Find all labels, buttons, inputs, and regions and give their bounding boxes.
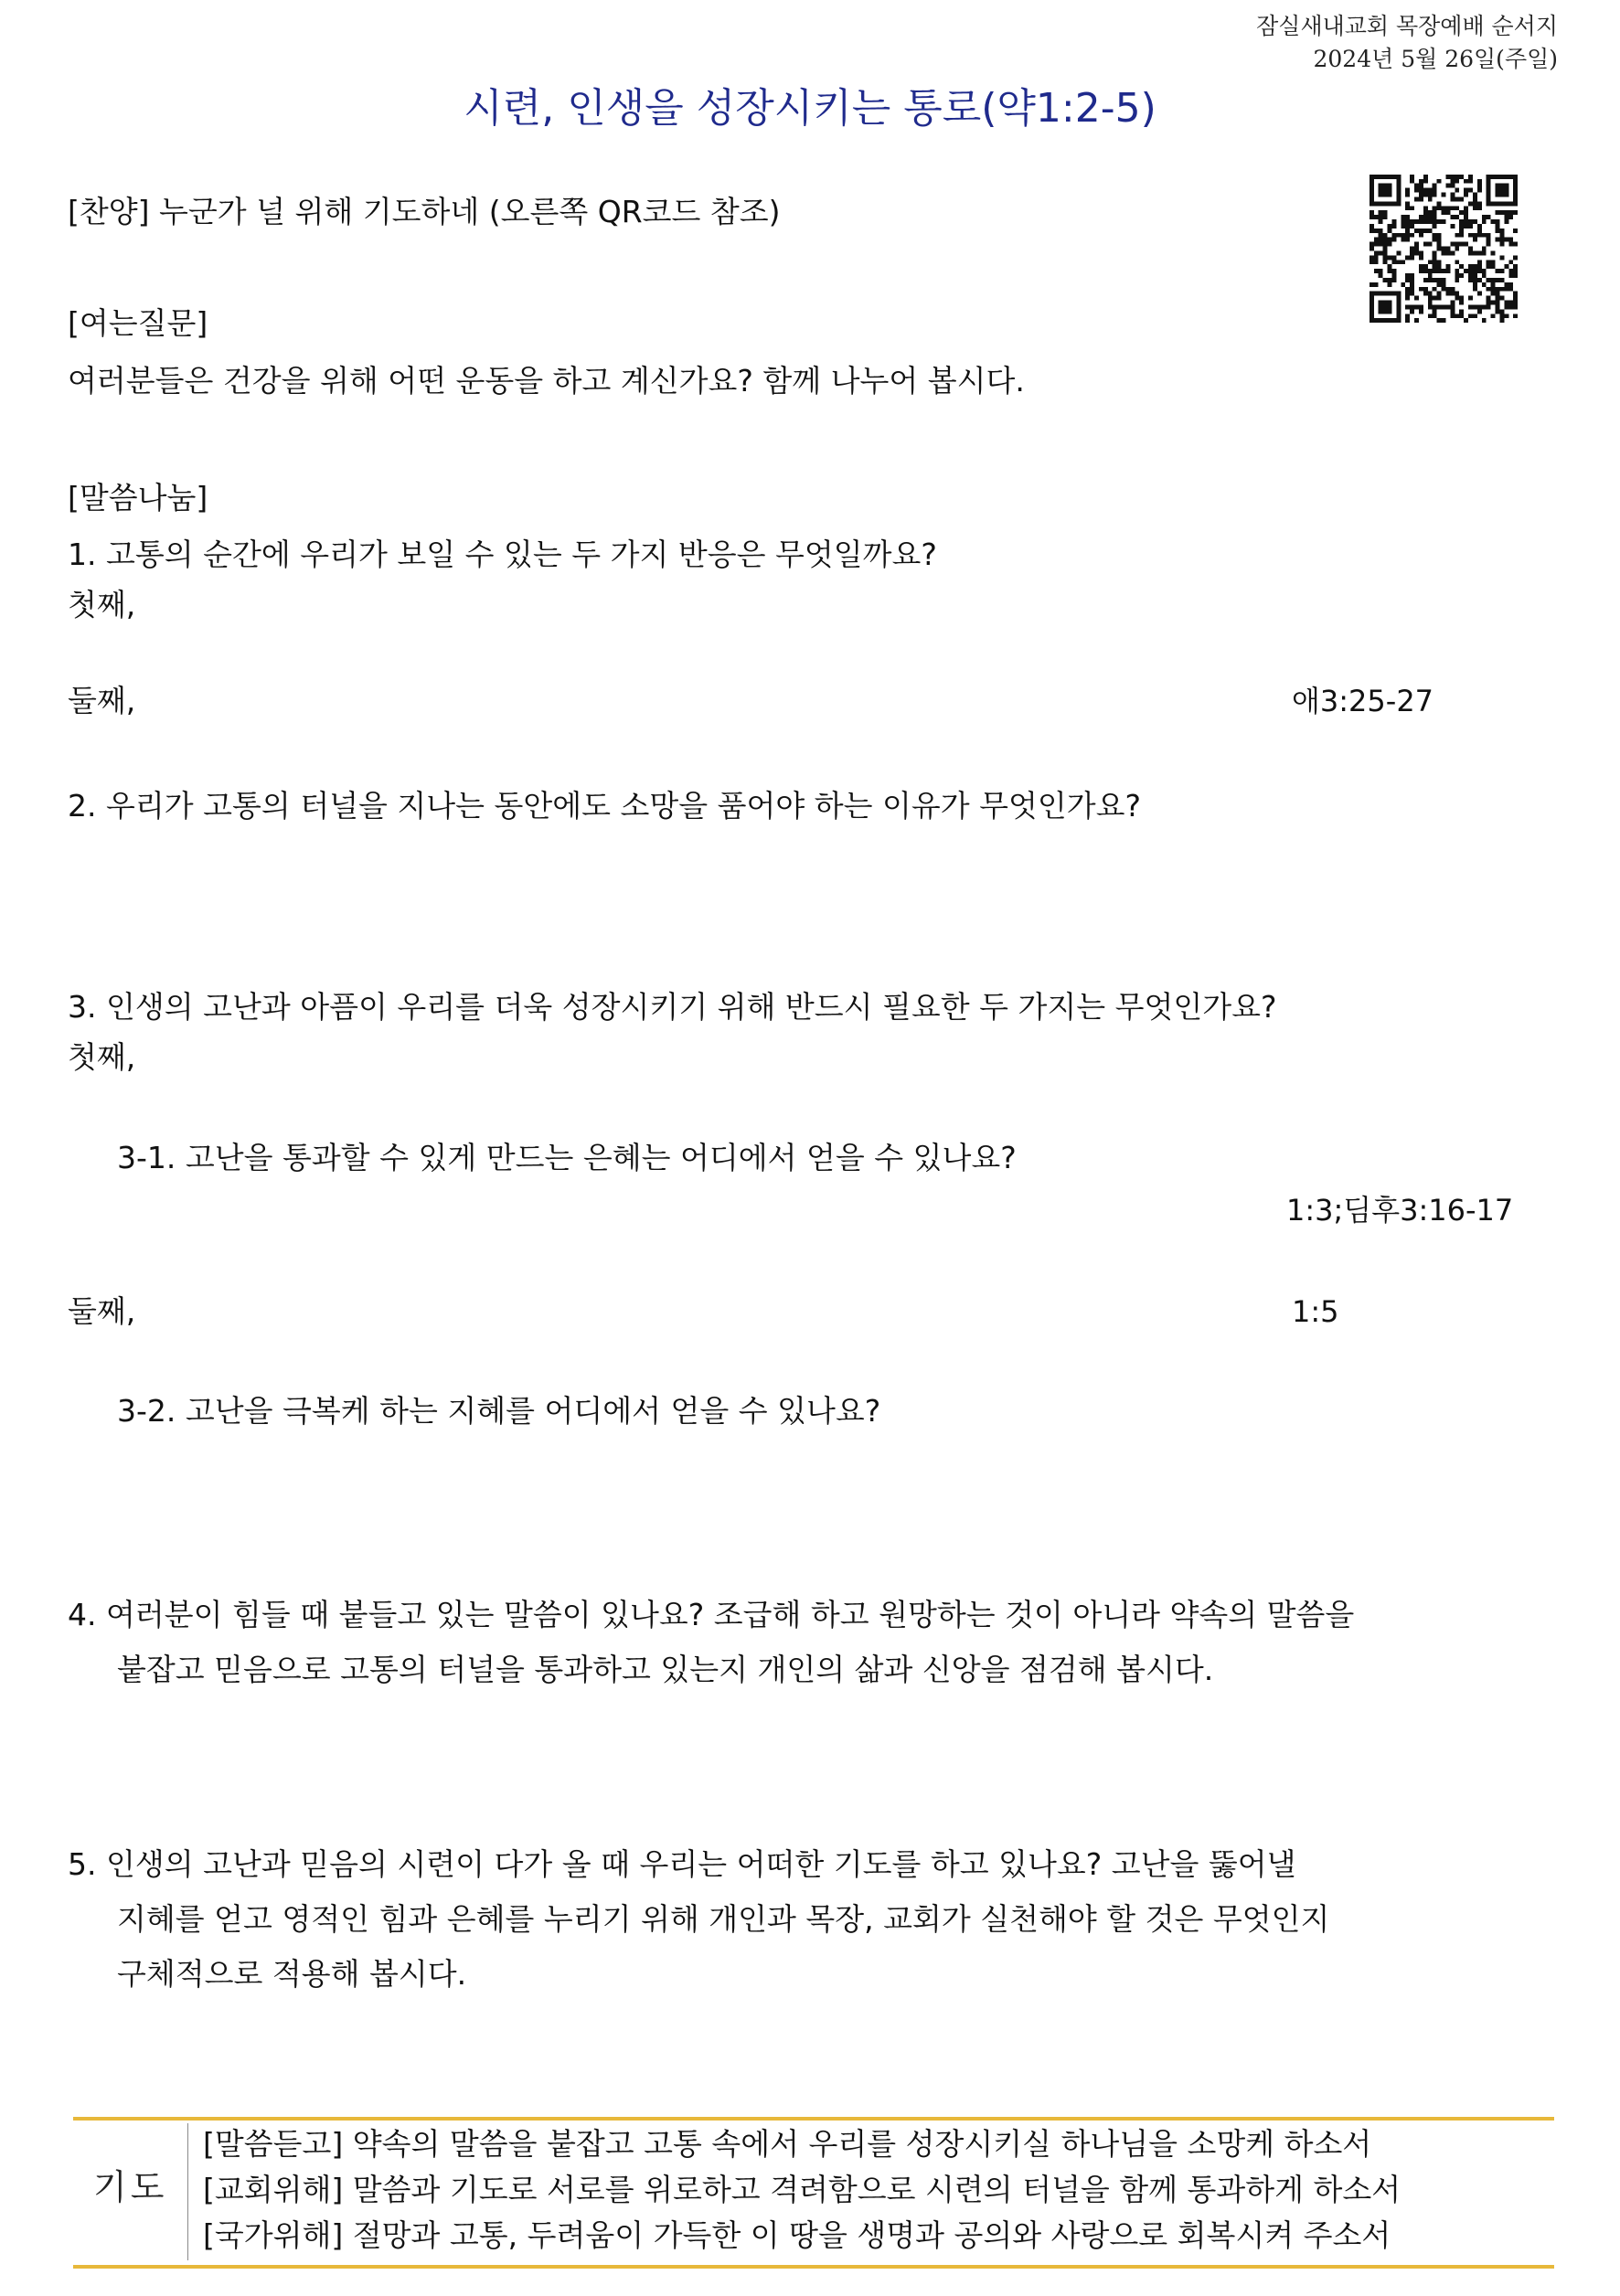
q3-second-scripture-ref: 1:5 bbox=[1292, 1294, 1339, 1329]
praise-line: [찬양] 누군가 널 위해 기도하네 (오른쪽 QR코드 참조) bbox=[68, 194, 781, 229]
question-5-line-3: 구체적으로 적용해 봅시다. bbox=[117, 1956, 467, 1992]
q1-scripture-ref: 애3:25-27 bbox=[1292, 684, 1434, 718]
page-title: 시련, 인생을 성장시키는 통로(약1:2-5) bbox=[464, 85, 1156, 132]
q3-1-scripture-ref: 1:3;딤후3:16-17 bbox=[1286, 1193, 1514, 1228]
opening-heading: [여는질문] bbox=[68, 305, 208, 341]
prayer-heading: 기도 bbox=[93, 2167, 168, 2207]
opening-text: 여러분들은 건강을 위해 어떤 운동을 하고 계신가요? 함께 나누어 봅시다. bbox=[68, 363, 1025, 399]
question-5-line-1: 5. 인생의 고난과 믿음의 시련이 다가 올 때 우리는 어떠한 기도를 하고 있나요? 고난을 뚫어낼 bbox=[68, 1846, 1296, 1882]
sharing-heading: [말씀나눔] bbox=[68, 480, 208, 516]
question-3: 3. 인생의 고난과 아픔이 우리를 더욱 성장시키기 위해 반드시 필요한 두 가지는 무엇인가요? bbox=[68, 989, 1277, 1025]
prayer-line-word: [말씀듣고] 약속의 말씀을 붙잡고 고통 속에서 우리를 성장시키실 하나님을 소망케 하소서 bbox=[203, 2126, 1372, 2162]
prayer-line-nation: [국가위해] 절망과 고통, 두려움이 가득한 이 땅을 생명과 공의와 사랑으로 회복시켜 주소서 bbox=[203, 2217, 1391, 2253]
q3-second: 둘째, bbox=[68, 1293, 136, 1329]
service-date: 2024년 5월 26일(주일) bbox=[1313, 46, 1558, 72]
question-3-1: 3-1. 고난을 통과할 수 있게 만드는 은혜는 어디에서 얻을 수 있나요? bbox=[117, 1140, 1017, 1175]
prayer-divider bbox=[187, 2123, 188, 2260]
prayer-top-rule bbox=[73, 2117, 1554, 2121]
question-4-line-2: 붙잡고 믿음으로 고통의 터널을 통과하고 있는지 개인의 삶과 신앙을 점검해 봅시다. bbox=[117, 1652, 1214, 1687]
question-4-line-1: 4. 여러분이 힘들 때 붙들고 있는 말씀이 있나요? 조급해 하고 원망하는 것이 아니라 약속의 말씀을 bbox=[68, 1597, 1355, 1632]
prayer-bottom-rule bbox=[73, 2265, 1554, 2269]
question-2: 2. 우리가 고통의 터널을 지나는 동안에도 소망을 품어야 하는 이유가 무엇인가요? bbox=[68, 788, 1141, 824]
prayer-line-church: [교회위해] 말씀과 기도로 서로를 위로하고 격려함으로 시련의 터널을 함께 통과하게 하소서 bbox=[203, 2172, 1402, 2207]
question-1: 1. 고통의 순간에 우리가 보일 수 있는 두 가지 반응은 무엇일까요? bbox=[68, 537, 937, 572]
church-service-line: 잠실새내교회 목장예배 순서지 bbox=[1256, 13, 1558, 39]
q3-first: 첫째, bbox=[68, 1039, 136, 1075]
question-3-2: 3-2. 고난을 극복케 하는 지혜를 어디에서 얻을 수 있나요? bbox=[117, 1393, 881, 1429]
qr-code-icon bbox=[1365, 170, 1522, 327]
q1-second: 둘째, bbox=[68, 683, 136, 718]
q1-first: 첫째, bbox=[68, 587, 136, 622]
question-5-line-2: 지혜를 얻고 영적인 힘과 은혜를 누리기 위해 개인과 목장, 교회가 실천해야 할 것은 무엇인지 bbox=[117, 1901, 1330, 1937]
